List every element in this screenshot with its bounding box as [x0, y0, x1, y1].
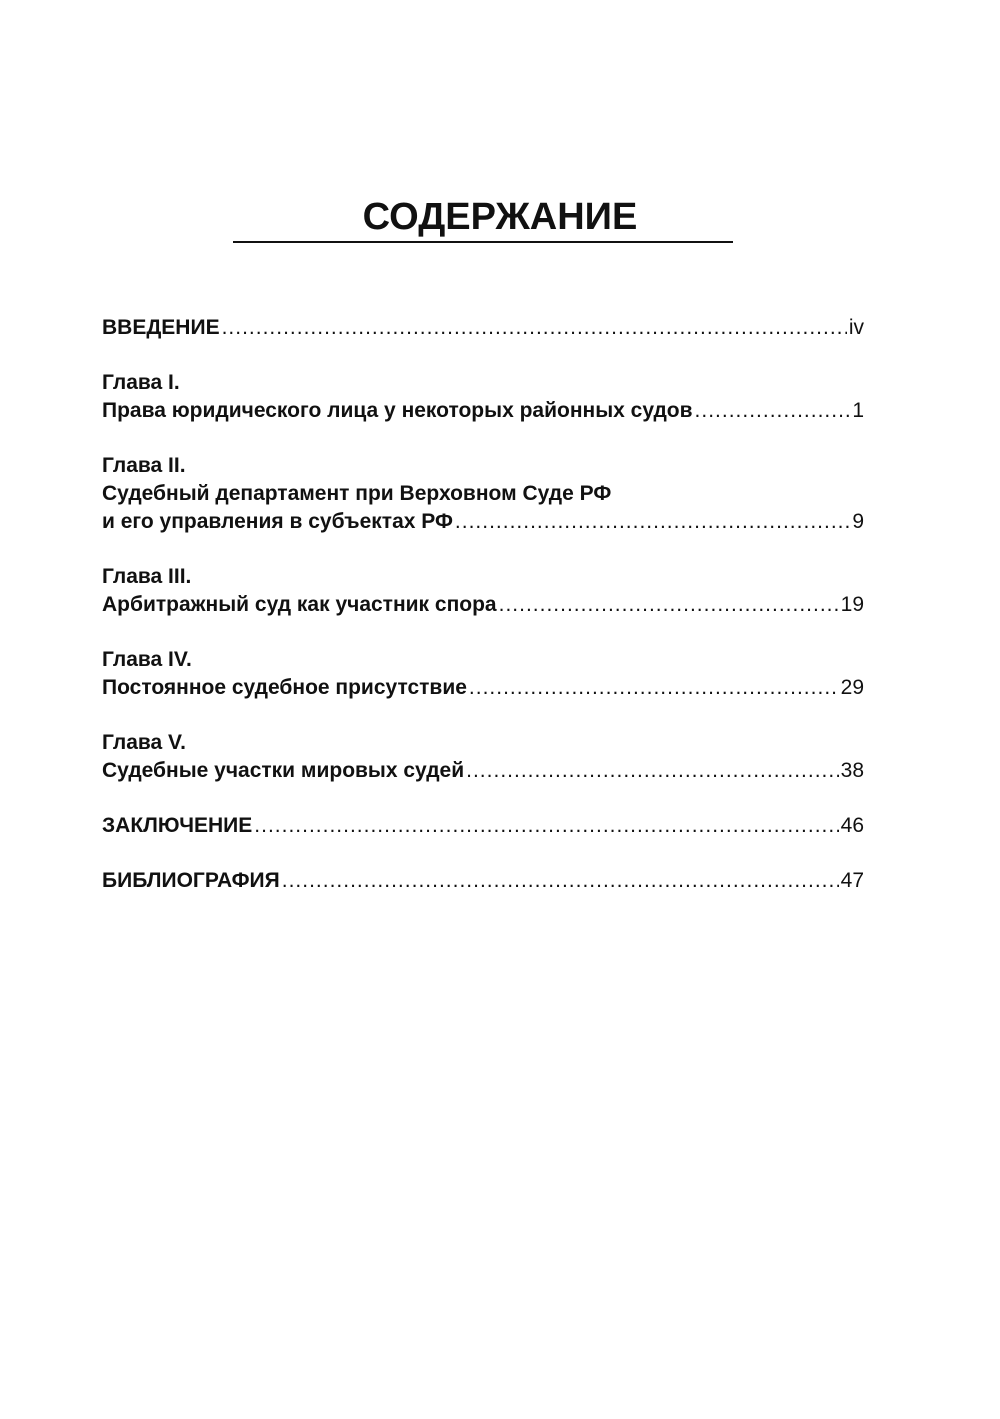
- toc-entry-chapter-1-page: 1: [852, 399, 864, 422]
- dot-leader: [254, 812, 838, 840]
- page-title: СОДЕРЖАНИЕ: [362, 196, 638, 238]
- toc-entry-chapter-4[interactable]: [102, 646, 864, 702]
- toc-entry-chapter-5-page: 38: [840, 759, 864, 782]
- dot-leader: [282, 867, 839, 895]
- toc-entry-chapter-3-page: 19: [840, 593, 864, 616]
- toc-entry-intro-page: iv: [848, 316, 864, 339]
- toc-entry-conclusion-page: 46: [840, 814, 864, 837]
- dot-leader: [466, 757, 839, 785]
- toc-entry-chapter-4-page: 29: [840, 676, 864, 699]
- toc-entry-conclusion-line: [102, 812, 864, 840]
- toc-entry-conclusion-label: ЗАКЛЮЧЕНИЕ: [102, 814, 253, 837]
- toc-entry-chapter-1-title: Права юридического лица у некоторых районных судов: [102, 399, 693, 422]
- toc-entry-chapter-2[interactable]: [102, 452, 864, 536]
- toc-entry-chapter-1[interactable]: [102, 369, 864, 425]
- toc-entry-chapter-2-title-line-2: и его управления в субъектах РФ: [102, 510, 453, 533]
- toc-entry-chapter-5-line: [102, 757, 864, 785]
- dot-leader: [222, 314, 847, 342]
- toc-entry-chapter-4-title: Постоянное судебное присутствие: [102, 676, 467, 699]
- toc-entry-chapter-2-title-line-1: Судебный департамент при Верховном Суде РФ: [102, 482, 612, 505]
- title-underline: [233, 241, 733, 243]
- toc-entry-intro-label: ВВЕДЕНИЕ: [102, 316, 220, 339]
- toc-entry-bibliography-line: [102, 867, 864, 895]
- dot-leader: [455, 508, 850, 536]
- toc-entry-intro[interactable]: [102, 314, 864, 342]
- dot-leader: [695, 397, 851, 425]
- toc-entry-chapter-4-heading: Глава IV.: [102, 648, 192, 671]
- toc-entry-chapter-3[interactable]: [102, 563, 864, 619]
- dot-leader: [469, 674, 839, 702]
- toc-entry-chapter-1-heading: Глава I.: [102, 371, 180, 394]
- toc-entry-chapter-5-title: Судебные участки мировых судей: [102, 759, 465, 782]
- toc-entry-chapter-3-line: [102, 591, 864, 619]
- toc-entry-chapter-4-line: [102, 674, 864, 702]
- toc-entry-chapter-3-title: Арбитражный суд как участник спора: [102, 593, 497, 616]
- toc-entry-chapter-3-heading: Глава III.: [102, 565, 192, 588]
- toc-entry-chapter-2-heading: Глава II.: [102, 454, 186, 477]
- toc-entry-chapter-2-line: [102, 508, 864, 536]
- toc-entry-bibliography-label: БИБЛИОГРАФИЯ: [102, 869, 280, 892]
- toc-entry-intro-line: [102, 314, 864, 342]
- toc-entry-chapter-5-heading: Глава V.: [102, 731, 186, 754]
- toc-entry-chapter-2-page: 9: [852, 510, 864, 533]
- toc-entry-conclusion[interactable]: [102, 812, 864, 840]
- toc-entry-chapter-5[interactable]: [102, 729, 864, 785]
- table-of-contents: [102, 314, 864, 895]
- toc-entry-bibliography-page: 47: [840, 869, 864, 892]
- toc-entry-bibliography[interactable]: [102, 867, 864, 895]
- toc-entry-chapter-1-line: [102, 397, 864, 425]
- dot-leader: [499, 591, 839, 619]
